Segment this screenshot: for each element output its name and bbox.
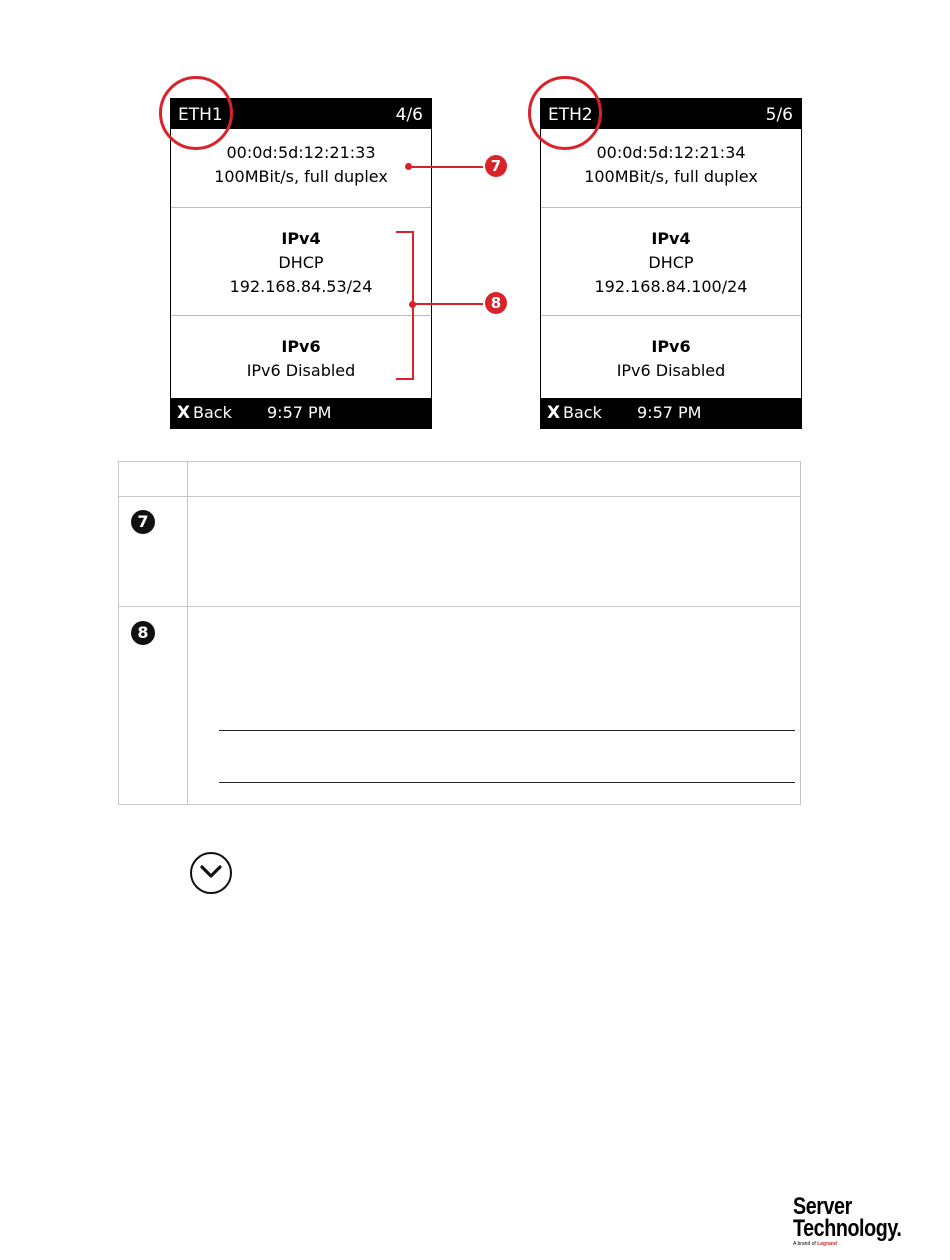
- description-table: [118, 461, 801, 805]
- ipv4-section: [541, 227, 801, 299]
- section-divider: [171, 207, 431, 208]
- ipv6-heading: IPv6: [281, 337, 321, 356]
- section-divider: [171, 315, 431, 316]
- ipv6-section: [171, 335, 431, 383]
- mac-address: 00:0d:5d:12:21:34: [596, 143, 746, 162]
- ipv4-section: [171, 227, 431, 299]
- callout-7-leader: [409, 166, 483, 168]
- table-column-divider: [187, 462, 188, 804]
- back-key-icon: X: [547, 403, 561, 423]
- callout-8-marker: 8: [485, 292, 507, 314]
- page-indicator: 5/6: [765, 105, 793, 125]
- server-technology-logo: [793, 1193, 903, 1248]
- mac-link-section: [171, 141, 431, 189]
- eth2-highlight-circle: [528, 76, 602, 150]
- ipv4-address: 192.168.84.100/24: [594, 277, 748, 296]
- table-row-divider: [119, 606, 800, 607]
- eth1-highlight-circle: [159, 76, 233, 150]
- eth2-lcd-screen: [540, 98, 802, 429]
- ipv4-mode: DHCP: [648, 253, 694, 272]
- logo-line1: Server: [793, 1193, 852, 1220]
- ipv6-status: IPv6 Disabled: [616, 361, 726, 380]
- back-label: Back: [563, 403, 602, 422]
- down-button[interactable]: [190, 852, 232, 894]
- ipv4-heading: IPv4: [651, 229, 691, 248]
- clock-time: 9:57 PM: [267, 403, 332, 422]
- table-row-divider: [119, 496, 800, 497]
- eth1-lcd-screen: [170, 98, 432, 429]
- callout-8-bracket-bottom: [396, 378, 413, 380]
- note-rule-top: [219, 730, 795, 731]
- logo-line2: Technology.: [793, 1215, 902, 1242]
- ipv6-section: [541, 335, 801, 383]
- ipv6-status: IPv6 Disabled: [246, 361, 356, 380]
- screen-footer: [541, 398, 801, 428]
- logo-tagline-prefix: A brand of: [793, 1241, 816, 1247]
- link-speed: 100MBit/s, full duplex: [214, 167, 388, 186]
- callout-8-leader: [413, 303, 483, 305]
- table-row-marker-7: 7: [131, 510, 155, 534]
- ipv4-heading: IPv4: [281, 229, 321, 248]
- logo-tagline-brand: Legrand: [817, 1241, 837, 1247]
- section-divider: [541, 207, 801, 208]
- back-key-icon: X: [177, 403, 191, 423]
- table-row-marker-8: 8: [131, 621, 155, 645]
- screen-title: ETH2: [548, 105, 593, 125]
- callout-8-bracket-top: [396, 231, 413, 233]
- ipv4-address: 192.168.84.53/24: [229, 277, 373, 296]
- link-speed: 100MBit/s, full duplex: [584, 167, 758, 186]
- mac-link-section: [541, 141, 801, 189]
- ipv4-mode: DHCP: [278, 253, 324, 272]
- section-divider: [541, 315, 801, 316]
- clock-time: 9:57 PM: [637, 403, 702, 422]
- callout-7-marker: 7: [485, 155, 507, 177]
- screen-footer: [171, 398, 431, 428]
- page-indicator: 4/6: [395, 105, 423, 125]
- note-rule-bottom: [219, 782, 795, 783]
- chevron-down-icon: [199, 863, 223, 881]
- screen-title: ETH1: [178, 105, 223, 125]
- back-label: Back: [193, 403, 232, 422]
- ipv6-heading: IPv6: [651, 337, 691, 356]
- mac-address: 00:0d:5d:12:21:33: [226, 143, 376, 162]
